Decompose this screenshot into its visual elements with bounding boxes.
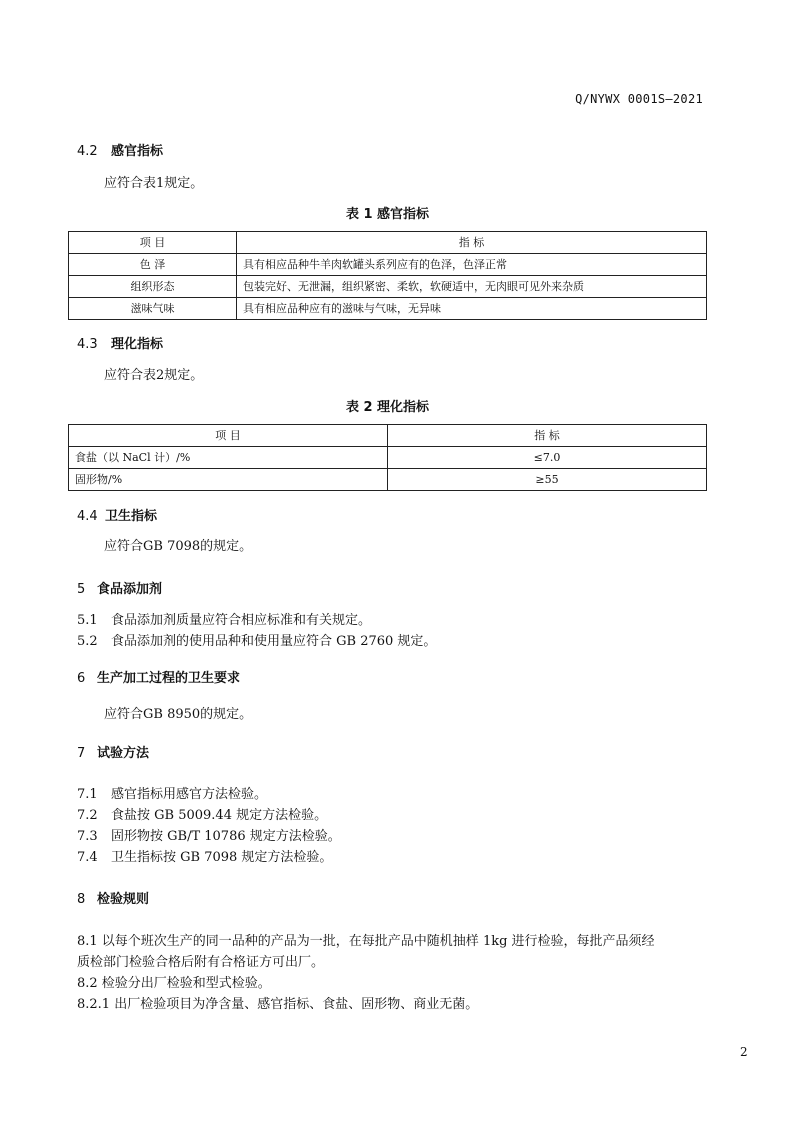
table-2-caption: 表 2 理化指标 xyxy=(345,400,430,415)
section-8-heading xyxy=(77,888,149,907)
header-item: 项 目 xyxy=(69,232,237,254)
section-4-2-heading xyxy=(77,140,163,159)
clause-7-1 xyxy=(77,783,267,802)
section-4-3-heading xyxy=(77,333,163,352)
section-number: 6 xyxy=(77,671,86,686)
section-title: 生产加工过程的卫生要求 xyxy=(97,671,241,686)
section-6-body: 应符合GB 8950的规定。 xyxy=(104,707,253,722)
clause-7-2 xyxy=(77,804,327,823)
table-row xyxy=(69,469,707,491)
clause-7-4 xyxy=(77,846,332,865)
section-6-heading xyxy=(77,667,240,686)
table-row xyxy=(69,254,707,276)
section-4-2-body: 应符合表1规定。 xyxy=(104,176,204,191)
table-1-caption: 表 1 感官指标 xyxy=(345,207,430,222)
row-item: 固形物/% xyxy=(69,469,388,491)
table-header-row xyxy=(69,425,707,447)
table-row xyxy=(69,276,707,298)
table-row xyxy=(69,447,707,469)
row-item: 色 泽 xyxy=(69,254,237,276)
section-title: 理化指标 xyxy=(111,337,164,352)
clause-number: 5.2 xyxy=(77,634,98,649)
sensory-table xyxy=(68,231,707,320)
section-title: 试验方法 xyxy=(97,746,150,761)
section-5-heading xyxy=(77,578,162,597)
section-4-3-body: 应符合表2规定。 xyxy=(104,368,204,383)
standard-code: Q/NYWX 0001S—2021 xyxy=(575,92,703,106)
row-indicator: ≤7.0 xyxy=(388,447,707,469)
header-indicator: 指 标 xyxy=(237,232,707,254)
clause-7-3 xyxy=(77,825,341,844)
clause-5-2 xyxy=(77,630,436,649)
section-number: 4.3 xyxy=(77,337,98,352)
section-title: 检验规则 xyxy=(97,892,150,907)
row-item: 食盐（以 NaCl 计）/% xyxy=(69,447,388,469)
clause-8-2: 8.2 检验分出厂检验和型式检验。 xyxy=(77,976,271,991)
physicochemical-table xyxy=(68,424,707,491)
header-indicator: 指 标 xyxy=(388,425,707,447)
clause-8-1-line-2: 质检部门检验合格后附有合格证方可出厂。 xyxy=(77,955,325,970)
clause-number: 7.3 xyxy=(77,829,98,844)
row-indicator: 具有相应品种牛羊肉软罐头系列应有的色泽，色泽正常 xyxy=(237,254,707,276)
section-title: 感官指标 xyxy=(111,144,164,159)
section-number: 4.2 xyxy=(77,144,98,159)
section-number: 5 xyxy=(77,582,86,597)
row-indicator: 具有相应品种应有的滋味与气味，无异味 xyxy=(237,298,707,320)
section-7-heading xyxy=(77,742,149,761)
clause-text: 食品添加剂的使用品种和使用量应符合 GB 2760 规定。 xyxy=(111,634,437,649)
row-indicator: 包装完好、无泄漏，组织紧密、柔软，软硬适中，无肉眼可见外来杂质 xyxy=(237,276,707,298)
section-title: 食品添加剂 xyxy=(97,582,163,597)
clause-number: 7.1 xyxy=(77,787,98,802)
row-item: 滋味气味 xyxy=(69,298,237,320)
clause-8-2-1: 8.2.1 出厂检验项目为净含量、感官指标、食盐、固形物、商业无菌。 xyxy=(77,997,479,1012)
table-header-row xyxy=(69,232,707,254)
section-4-4-body: 应符合GB 7098的规定。 xyxy=(104,539,253,554)
header-item: 项 目 xyxy=(69,425,388,447)
row-indicator: ≥55 xyxy=(388,469,707,491)
section-number: 8 xyxy=(77,892,86,907)
clause-text: 卫生指标按 GB 7098 规定方法检验。 xyxy=(111,850,333,865)
clause-number: 7.2 xyxy=(77,808,98,823)
section-4-4-heading xyxy=(77,505,157,524)
table-row xyxy=(69,298,707,320)
clause-text: 食盐按 GB 5009.44 规定方法检验。 xyxy=(111,808,328,823)
section-number: 4.4 xyxy=(77,509,98,524)
clause-5-1 xyxy=(77,609,371,628)
clause-text: 食品添加剂质量应符合相应标准和有关规定。 xyxy=(111,613,372,628)
clause-8-1-line-1: 8.1 以每个班次生产的同一品种的产品为一批，在每批产品中随机抽样 1kg 进行检验，每批产品须经 xyxy=(77,934,655,949)
section-title: 卫生指标 xyxy=(105,509,158,524)
clause-text: 固形物按 GB/T 10786 规定方法检验。 xyxy=(111,829,341,844)
row-item: 组织形态 xyxy=(69,276,237,298)
section-number: 7 xyxy=(77,746,86,761)
page-number: 2 xyxy=(740,1045,748,1059)
clause-number: 5.1 xyxy=(77,613,98,628)
clause-text: 感官指标用感官方法检验。 xyxy=(111,787,268,802)
clause-number: 7.4 xyxy=(77,850,98,865)
